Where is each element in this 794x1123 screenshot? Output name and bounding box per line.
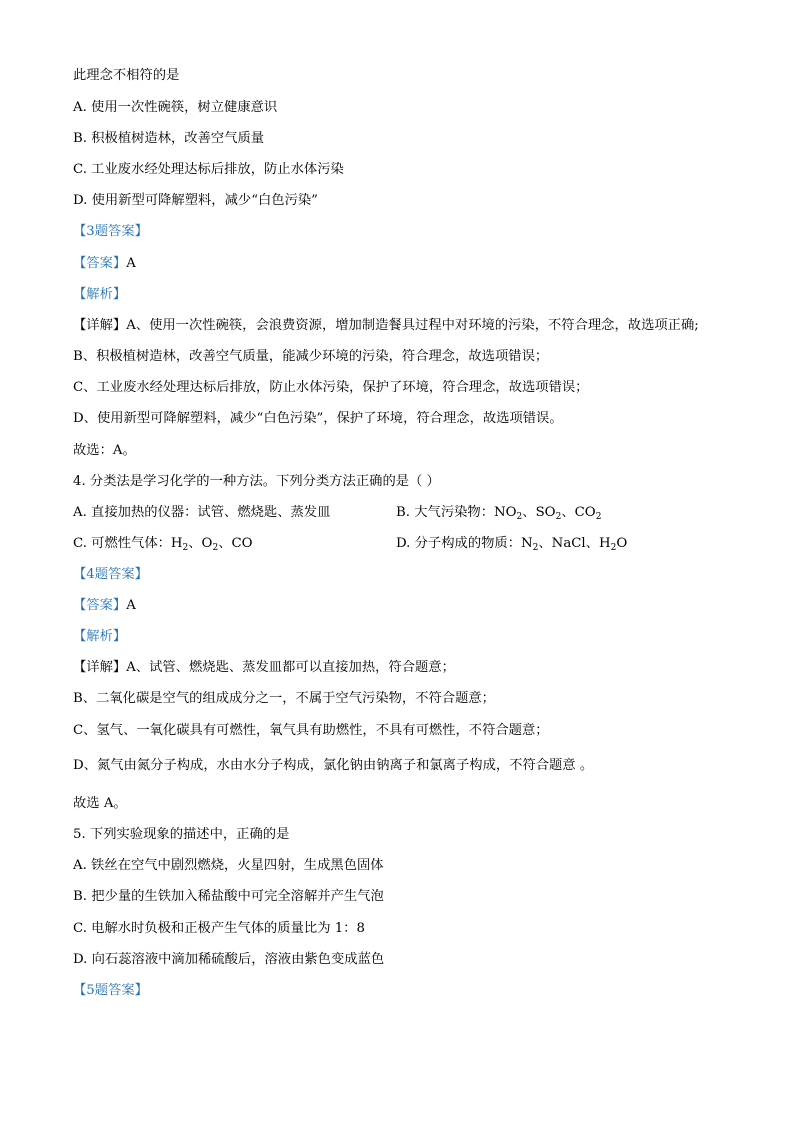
detail-text: A、试管、燃烧匙、蒸发皿都可以直接加热，符合题意； — [126, 660, 455, 675]
q4-stem: 4. 分类法是学习化学的一种方法。下列分类方法正确的是（ ） — [73, 474, 440, 489]
answer-label: 【答案】 — [73, 256, 127, 271]
q5-option-b: B. 把少量的生铁加入稀盐酸中可完全溶解并产生气泡 — [73, 889, 384, 904]
q5-option-c: C. 电解水时负极和正极产生气体的质量比为 1：8 — [73, 921, 365, 936]
q4-detail-line-a — [73, 659, 455, 677]
q3-answer-section-label: 【3题答案】 — [73, 224, 148, 239]
q4-detail-line-c: C、氢气、一氧化碳具有可燃性，氧气具有助燃性，不具有可燃性，不符合题意； — [73, 723, 549, 738]
detail-label: 【详解】 — [73, 318, 127, 333]
q3-conclusion: 故选：A。 — [73, 443, 136, 458]
q3-detail-line-c: C、工业废水经处理达标后排放，防止水体污染，保护了环境，符合理念，故选项错误； — [73, 380, 589, 395]
q4-detail-line-d: D、氮气由氮分子构成，水由水分子构成，氯化钠由钠离子和氯离子构成，不符合题意 。 — [73, 758, 594, 773]
q3-option-a: A. 使用一次性碗筷，树立健康意识 — [73, 100, 278, 115]
q3-answer-line — [73, 255, 136, 273]
q3-detail-line-a — [73, 317, 699, 335]
answer-value: A — [126, 598, 136, 613]
q3-option-b: B. 积极植树造林，改善空气质量 — [73, 131, 265, 146]
q3-detail-line-b: B、积极植树造林，改善空气质量，能减少环境的污染，符合理念，故选项错误； — [73, 349, 549, 364]
q5-option-d: D. 向石蕊溶液中滴加稀硫酸后，溶液由紫色变成蓝色 — [73, 952, 385, 967]
q3-stem: 此理念不相符的是 — [73, 68, 180, 83]
detail-label: 【详解】 — [73, 660, 127, 675]
answer-value: A — [126, 256, 136, 271]
q4-detail-line-b: B、二氧化碳是空气的组成成分之一，不属于空气污染物，不符合题意； — [73, 691, 495, 706]
q4-option-c: C. 可燃性气体：$H_2$、$O_2$、CO — [73, 536, 253, 553]
q4-analysis-label: 【解析】 — [73, 629, 127, 644]
q3-analysis-label: 【解析】 — [73, 287, 127, 302]
q4-conclusion: 故选 A。 — [73, 796, 127, 811]
detail-text: A、使用一次性碗筷，会浪费资源，增加制造餐具过程中对环境的污染，不符合理念，故选项正确; — [126, 318, 699, 333]
q5-option-a: A. 铁丝在空气中剧烈燃烧，火星四射，生成黑色固体 — [73, 858, 384, 873]
q4-answer-line — [73, 597, 136, 615]
q3-detail-line-d: D、使用新型可降解塑料，减少“白色污染”，保护了环境，符合理念，故选项错误。 — [73, 411, 563, 426]
q4-option-a: A. 直接加热的仪器：试管、燃烧匙、蒸发皿 — [73, 505, 331, 520]
q5-stem: 5. 下列实验现象的描述中，正确的是 — [73, 827, 290, 842]
q5-answer-section-label: 【5题答案】 — [73, 983, 148, 998]
q3-option-d: D. 使用新型可降解塑料，减少“白色污染” — [73, 193, 318, 208]
q4-option-b: B. 大气污染物：$NO_2$、$SO_2$、$CO_2$ — [396, 505, 602, 522]
q4-answer-section-label: 【4题答案】 — [73, 567, 148, 582]
answer-label: 【答案】 — [73, 598, 127, 613]
q3-option-c: C. 工业废水经处理达标后排放，防止水体污染 — [73, 162, 344, 177]
q4-option-d: D. 分子构成的物质：$N_2$、NaCl、$H_2O$ — [396, 536, 628, 553]
